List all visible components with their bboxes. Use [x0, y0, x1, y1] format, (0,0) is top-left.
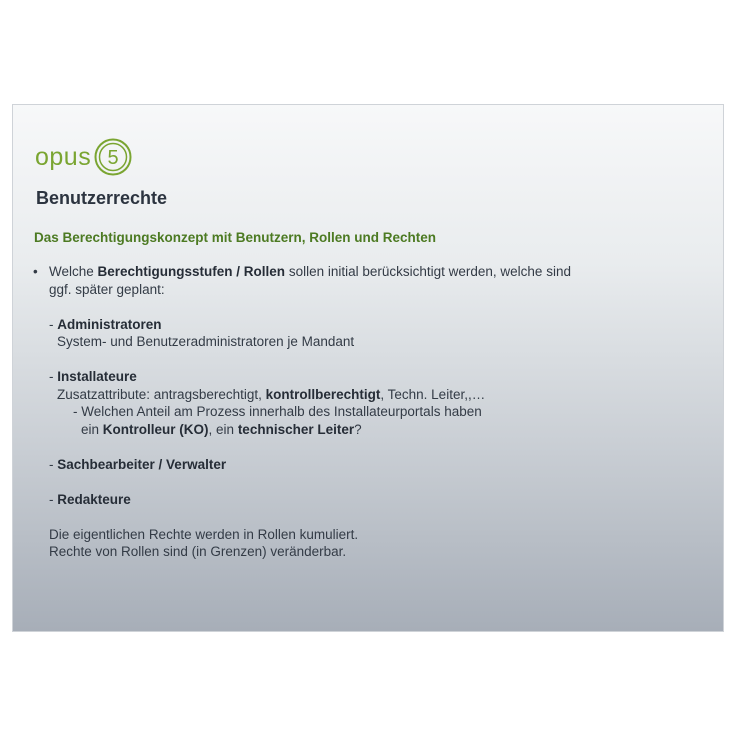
dash: -: [49, 456, 58, 472]
closing-line-1: Die eigentlichen Rechte werden in Rollen kumuliert.: [49, 526, 359, 542]
dash: -: [49, 316, 58, 332]
q2-pre: ein: [81, 421, 103, 437]
role-installer-label: Installateure: [57, 369, 137, 384]
role-admin: [33, 316, 571, 334]
q2-bold-2: technischer Leiter: [237, 421, 355, 437]
q2-post: ?: [354, 421, 362, 437]
bullet-text-pre: Welche: [49, 264, 98, 279]
bullet-text-bold: Berechtigungsstufen / Rollen: [97, 264, 286, 279]
role-admin-label: Administratoren: [57, 316, 162, 332]
opus5-logo: [35, 135, 132, 179]
role-installer-question-2: [33, 421, 571, 439]
q2-bold-1: Kontrolleur (KO): [102, 421, 209, 437]
slide-body: [33, 263, 571, 561]
role-clerk: [33, 456, 571, 474]
role-admin-desc: System- und Benutzeradministratoren je Mandant: [57, 334, 355, 349]
attr-post: , Techn. Leiter,,…: [380, 386, 486, 402]
role-clerk-label: Sachbearbeiter / Verwalter: [57, 456, 227, 472]
role-installer-question-1: - Welchen Anteil am Prozess innerhalb des Installateurportals haben: [73, 404, 482, 419]
logo-number: 5: [107, 147, 119, 169]
slide: [12, 104, 724, 632]
q2-mid: , ein: [208, 421, 238, 437]
page-title: Benutzerrechte: [36, 188, 168, 208]
page-subtitle: Das Berechtigungskonzept mit Benutzern, Rollen und Rechten: [34, 230, 437, 245]
logo-badge: [94, 138, 132, 176]
bullet-continuation: ggf. später geplant:: [49, 281, 165, 297]
bullet-marker: •: [33, 264, 38, 279]
attr-bold: kontrollberechtigt: [265, 386, 381, 402]
bullet-line: [33, 263, 571, 281]
logo-text: opus: [35, 142, 92, 171]
role-editor-label: Redakteure: [57, 491, 131, 507]
role-installer-attributes: [33, 386, 571, 404]
role-installer: [33, 368, 571, 386]
bullet-text-post: sollen initial berücksichtigt werden, welche sind: [285, 264, 571, 279]
dash: -: [49, 369, 58, 384]
closing-line-2: Rechte von Rollen sind (in Grenzen) veränderbar.: [49, 544, 347, 559]
dash: -: [49, 491, 58, 507]
attr-pre: Zusatzattribute: antragsberechtigt,: [57, 386, 266, 402]
role-editor: [33, 491, 571, 509]
